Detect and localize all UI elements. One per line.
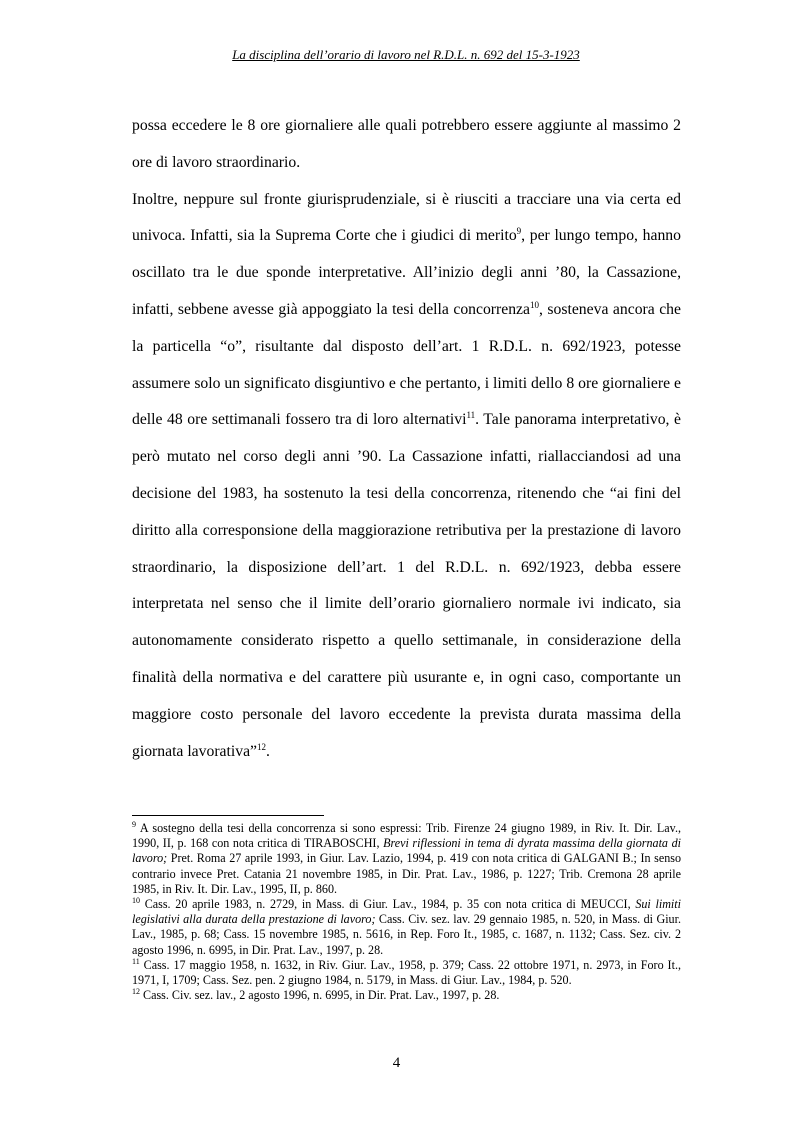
footnote-separator <box>132 815 324 816</box>
footnote-10-text-a: Cass. 20 aprile 1983, n. 2729, in Mass. di Giur. Lav., 1984, p. 35 con nota critica di MEUCCI, <box>140 897 636 912</box>
footnote-ref-11[interactable]: 11 <box>466 410 476 421</box>
running-header <box>130 47 682 63</box>
footnote-ref-9[interactable]: 9 <box>516 226 522 237</box>
footnote-9-text-a: A sostegno della tesi della concorrenza si sono espressi: Trib. Firenze 24 giugno 1989, in Riv. It. Dir. Lav., 1990, II, p. 168 con nota critica di TIRABOSCHI, <box>132 821 681 851</box>
footnote-ref-12[interactable]: 12 <box>257 741 267 752</box>
paragraph-2 <box>132 182 681 771</box>
page-number: 4 <box>392 1055 401 1071</box>
paragraph-2-part-e: . <box>266 742 270 760</box>
footnote-12 <box>132 988 681 1003</box>
footnotes <box>132 821 681 1003</box>
body-text <box>132 108 681 770</box>
paragraph-2-part-b: , per lungo tempo, hanno oscillato tra le due sponde interpretative. All’inizio degli anni ’80, la Cassazione, infatti, sebbene avesse già appoggiato la tesi della concorrenza <box>132 227 681 318</box>
footnote-9-title: Brevi riflessioni in tema di dyrata massima della giornata di lavoro; <box>132 836 681 866</box>
footnote-number-9: 9 <box>132 819 136 829</box>
footnote-11-text: Cass. 17 maggio 1958, n. 1632, in Riv. Giur. Lav., 1958, p. 379; Cass. 22 ottobre 1971, n. 2973, in Foro It., 1971, I, 1709; Cass. Sez. pen. 2 giugno 1984, n. 5179, in Mass. di Giur. Lav., 1984, p. 520. <box>132 957 681 988</box>
footnote-number-12: 12 <box>132 987 140 997</box>
paragraph-1: possa eccedere le 8 ore giornaliere alle quali potrebbero essere aggiunte al massimo 2 ore di lavoro straordinario. <box>132 117 681 171</box>
footnote-ref-10[interactable]: 10 <box>530 299 539 310</box>
paragraph-2-part-a: Inoltre, neppure sul fronte giurisprudenziale, si è riusciti a tracciare una via certa ed univoca. Infatti, sia la Suprema Corte che i giudici di merito <box>132 190 681 245</box>
footnote-number-11: 11 <box>132 956 140 966</box>
footnote-9-text-b: Pret. Roma 27 aprile 1993, in Giur. Lav. Lazio, 1994, p. 419 con nota critica di GALGANI B.; In senso contrario invece Pret. Catania 21 novembre 1985, in Dir. Prat. Lav., 1986, p. 1227; Trib. Cremona 28 aprile 1985, in Riv. It. Dir. Lav., 1995, II, p. 860. <box>132 851 681 896</box>
footnote-number-10: 10 <box>132 895 140 905</box>
footnote-10-text-b: Cass. Civ. sez. lav. 29 gennaio 1985, n. 520, in Mass. di Giur. Lav., 1985, p. 68; Cass. 15 novembre 1985, n. 5616, in Rep. Foro It., 1985, c. 1687, n. 1132; Cass. Sez. civ. 2 agosto 1996, n. 6995, in Dir. Prat. Lav., 1997, p. 28. <box>132 912 681 957</box>
footnote-11 <box>132 958 681 988</box>
footnote-10 <box>132 897 681 958</box>
paragraph-2-part-d: . Tale panorama interpretativo, è però mutato nel corso degli anni ’90. La Cassazione infatti, riallacciandosi ad una decisione del 1983, ha sostenuto la tesi della concorrenza, ritenendo che “ai fini del diritto alla corresponsione della maggiorazione retributiva per la prestazione di lavoro straordinario, la disposizione dell’art. 1 del R.D.L. n. 692/1923, debba essere interpretata nel senso che il limite dell’orario giornaliero normale ivi indicato, sia autonomamente considerato rispetto a quello settimanale, in considerazione della finalità della normativa e del carattere più usurante e, in ogni caso, comportante un maggiore costo personale del lavoro eccedente la prevista durata massima della giornata lavorativa” <box>132 411 681 760</box>
footnote-9 <box>132 821 681 897</box>
running-title: La disciplina dell’orario di lavoro nel R.D.L. n. 692 del 15-3-1923 <box>232 47 580 62</box>
footnote-12-text: Cass. Civ. sez. lav., 2 agosto 1996, n. 6995, in Dir. Prat. Lav., 1997, p. 28. <box>140 988 500 1003</box>
paragraph-2-part-c: , sosteneva ancora che la particella “o”, risultante dal disposto dell’art. 1 R.D.L. n. 692/1923, potesse assumere solo un significato disgiuntivo e che pertanto, i limiti dello 8 ore giornaliere e delle 48 ore settimanali fossero tra di loro alternativi <box>132 300 681 429</box>
footnote-10-title: Sui limiti legislativi alla durata della prestazione di lavoro; <box>132 897 682 927</box>
